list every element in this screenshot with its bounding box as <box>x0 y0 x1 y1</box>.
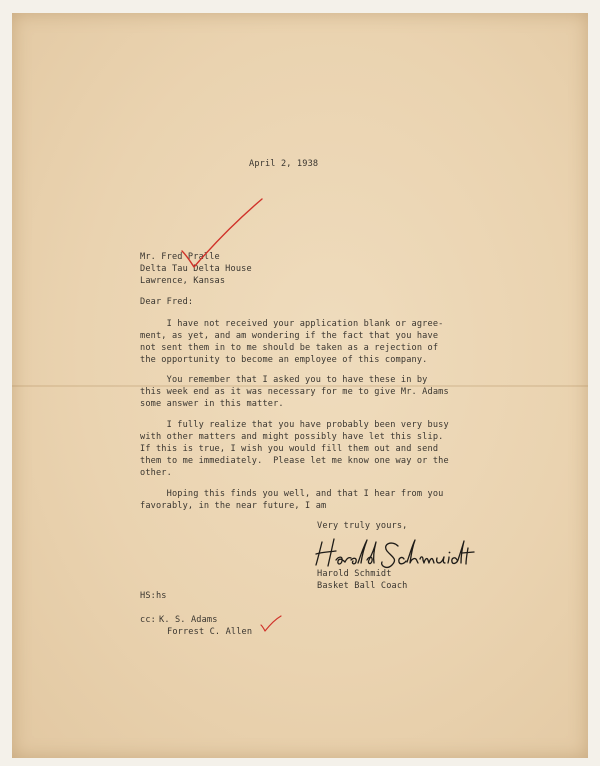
salutation: Dear Fred: <box>140 297 194 307</box>
signer-title: Basket Ball Coach <box>317 581 408 591</box>
paragraph-line: You remember that I asked you to have these in by <box>140 375 428 385</box>
paragraph-line: If this is true, I wish you would fill them out and send <box>140 444 439 454</box>
reference-initials: HS:hs <box>140 591 167 601</box>
paragraph-line: ment, as yet, and am wondering if the fact that you have <box>140 331 439 341</box>
paragraph-line: not sent them in to me should be taken as a rejection of <box>140 343 439 353</box>
paragraph-line: them to me immediately. Please let me know one way or the <box>140 456 449 466</box>
paragraph-line: Hoping this finds you well, and that I hear from you <box>140 489 444 499</box>
signer-name: Harold Schmidt <box>317 569 392 579</box>
paragraph-line: I have not received your application blank or agree- <box>140 319 444 329</box>
cc-recipient-1: K. S. Adams <box>159 615 218 625</box>
paragraph-line: the opportunity to become an employee of this company. <box>140 355 428 365</box>
cc-recipient-2: Forrest C. Allen <box>167 627 253 637</box>
body-paragraph-2 <box>140 374 449 410</box>
body-paragraph-1 <box>140 318 443 366</box>
cc-label: cc: <box>140 615 156 625</box>
recipient-name: Mr. Fred Pralle <box>140 252 220 262</box>
paragraph-line: with other matters and might possibly have let this slip. <box>140 432 444 442</box>
paragraph-line: I fully realize that you have probably been very busy <box>140 420 449 430</box>
paragraph-line: other. <box>140 468 172 478</box>
red-check-mark-large <box>172 191 267 286</box>
paragraph-line: some answer in this matter. <box>140 399 284 409</box>
recipient-address-line-2: Lawrence, Kansas <box>140 276 226 286</box>
recipient-address-line-1: Delta Tau Delta House <box>140 264 252 274</box>
body-paragraph-3 <box>140 419 449 479</box>
letter-page <box>12 13 588 758</box>
paragraph-line: this week end as it was necessary for me to give Mr. Adams <box>140 387 449 397</box>
letter-date: April 2, 1938 <box>249 159 319 169</box>
red-check-mark-small <box>258 614 284 634</box>
paragraph-line: favorably, in the near future, I am <box>140 501 327 511</box>
body-paragraph-4 <box>140 488 443 512</box>
complimentary-close: Very truly yours, <box>317 521 408 531</box>
